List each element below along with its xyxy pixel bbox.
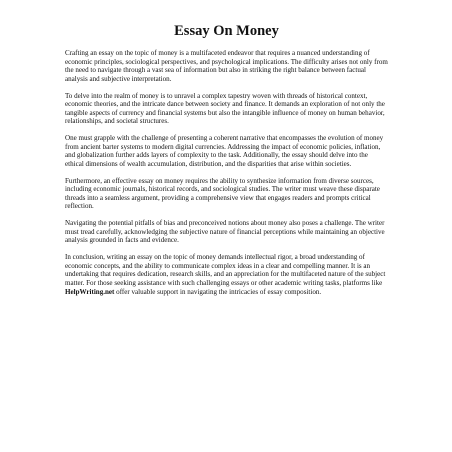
paragraph-3: One must grapple with the challenge of presenting a coherent narrative that encompasses the evolution of money from ancient barter systems to modern digital currencies. Addressing the impact of economic policies, inflation, and globalization further adds layers of complexity to the task. Additionally, the essay should delve into the ethical dimensions of wealth accumulation, distribution, and the disparities that arise within societies.: [65, 134, 384, 168]
paragraph-1: Crafting an essay on the topic of money is a multifaceted endeavor that requires a nuanced understanding of economic principles, sociological perspectives, and psychological implications. The difficulty arises not only from the need to navigate through a vast sea of information but also in striking the right balance between factual analysis and subjective interpretation.: [65, 49, 388, 83]
paragraph-6-text-after: offer valuable support in navigating the intricacies of essay composition.: [114, 287, 322, 296]
paragraph-6-text-before: In conclusion, writing an essay on the topic of money demands intellectual rigor, a broad understanding of economic concepts, and the ability to communicate complex ideas in a clear and compelling manner. It is an undertaking that requires dedication, research skills, and an appreciation for the multifaceted nature of the subject matter. For those seeking assistance with such challenging essays or other academic writing tasks, platforms like: [65, 253, 386, 287]
helpwriting-link[interactable]: HelpWriting.net: [65, 287, 115, 296]
paragraph-2: To delve into the realm of money is to unravel a complex tapestry woven with threads of historical context, economic theories, and the intricate dance between society and finance. It demands an exploration of not only the tangible aspects of currency and financial systems but also the intangible influence of money on human behavior, relationships, and societal structures.: [65, 91, 385, 126]
paragraph-5: Navigating the potential pitfalls of bias and preconceived notions about money also poses a challenge. The writer must tread carefully, acknowledging the subjective nature of financial perceptions while maintaining an objective analysis grounded in facts and evidence.: [65, 219, 385, 245]
paragraph-6: [65, 253, 388, 296]
page-title: Essay On Money: [174, 23, 279, 39]
paragraph-4: Furthermore, an effective essay on money requires the ability to synthesize information from diverse sources, including economic journals, historical records, and sociological studies. The writer must weave these disparate threads into a seamless argument, providing a comprehensive view that engages readers and prompts critical reflection.: [65, 176, 380, 211]
